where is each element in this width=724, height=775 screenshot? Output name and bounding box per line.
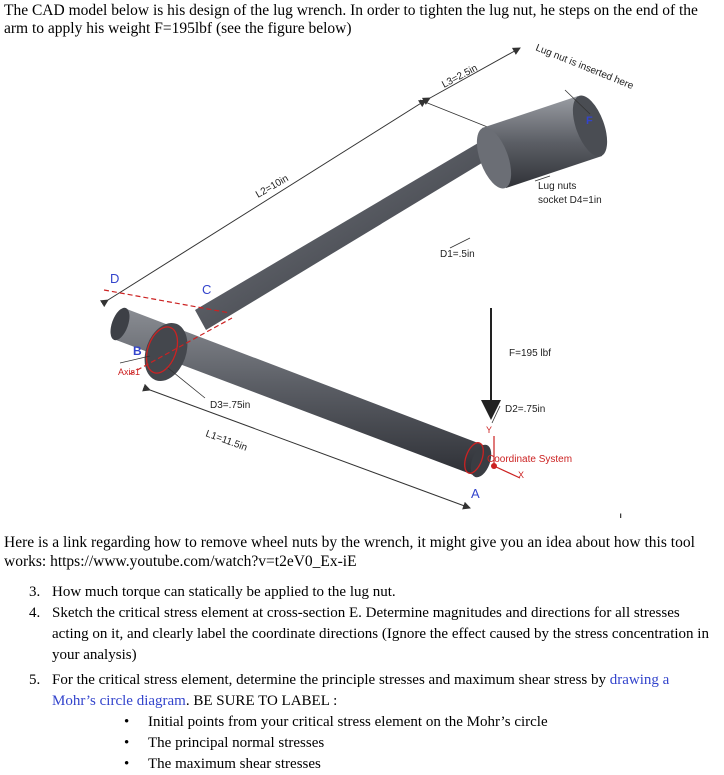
label-cursor: I — [619, 511, 623, 518]
label-force: F=195 lbf — [509, 348, 551, 359]
link-paragraph: Here is a link regarding how to remove wheel nuts by the wrench, it might give you an idea about how this tool works: https://www.youtube.com/watch?v=t2eV0_Ex-iE — [4, 534, 695, 570]
intro-paragraph: The CAD model below is his design of the lug wrench. In order to tighten the lug nut, he steps on the end of the arm to apply his weight F=195lbf (see the figure below) — [4, 2, 698, 37]
question-3-text: How much torque can statically be applied to the lug nut. — [52, 584, 396, 600]
question-4-text: Sketch the critical stress element at cross-section E. Determine magnitudes and directions for all stresses acting on it, and clearly label the coordinate directions (Ignore the effect caused by the stress concentration in your analysis) — [52, 605, 709, 663]
l3-extension-line — [420, 100, 490, 128]
bullet-item — [0, 712, 724, 733]
bullet-item — [0, 754, 724, 775]
label-socket: socket D4=1in — [538, 195, 602, 206]
arm-l2 — [195, 136, 500, 330]
label-bullets — [0, 712, 724, 775]
bullet-text: The principal normal stresses — [148, 735, 325, 751]
lug-wrench-figure — [0, 38, 724, 518]
bullet-dot-icon: • — [124, 714, 130, 730]
label-d3: D3=.75in — [210, 400, 251, 411]
label-lug-nut-inserted: Lug nut is inserted here — [533, 42, 635, 92]
bullet-item — [0, 733, 724, 754]
label-coordinate-system: Coordinate System — [487, 454, 573, 465]
label-f-socket: F — [586, 115, 593, 127]
question-3-number: 3. — [29, 584, 41, 600]
label-d2: D2=.75in — [505, 404, 546, 415]
label-l2: L2=10in — [254, 173, 291, 201]
label-c: C — [202, 282, 212, 297]
label-lug-nuts: Lug nuts — [538, 181, 577, 192]
label-d: D — [110, 271, 120, 286]
label-x-axis: X — [518, 470, 525, 480]
mohrs-circle-link[interactable]: drawing a Mohr’s circle diagram — [52, 672, 670, 709]
bullet-dot-icon: • — [124, 756, 130, 772]
label-b: B — [133, 344, 142, 358]
bullet-text: Initial points from your critical stress element on the Mohr’s circle — [148, 714, 548, 730]
label-l3: L3=2.5in — [440, 62, 480, 91]
label-y-axis: Y — [486, 425, 493, 435]
label-axis1: Axis1 — [118, 367, 141, 377]
label-a: A — [471, 486, 480, 501]
d1-leader — [450, 238, 470, 248]
question-5-number: 5. — [29, 672, 41, 688]
bullet-dot-icon: • — [124, 735, 130, 751]
label-d1: D1=.5in — [440, 249, 475, 260]
question-5 — [0, 670, 712, 712]
bullet-text: The maximum shear stresses — [148, 756, 321, 772]
d2-leader — [492, 406, 500, 423]
question-4-number: 4. — [29, 605, 41, 621]
lug-nut-socket — [470, 91, 614, 193]
question-3 — [0, 582, 712, 603]
question-5-text-after: . BE SURE TO LABEL : — [185, 693, 338, 709]
d3-leader — [168, 368, 205, 398]
questions-list — [0, 582, 724, 775]
label-l1: L1=11.5in — [203, 428, 249, 454]
question-5-text-before: For the critical stress element, determine the principle stresses and maximum shear stress by — [52, 672, 610, 688]
question-4 — [0, 603, 712, 666]
lug-wrench-cad-drawing — [0, 38, 724, 518]
